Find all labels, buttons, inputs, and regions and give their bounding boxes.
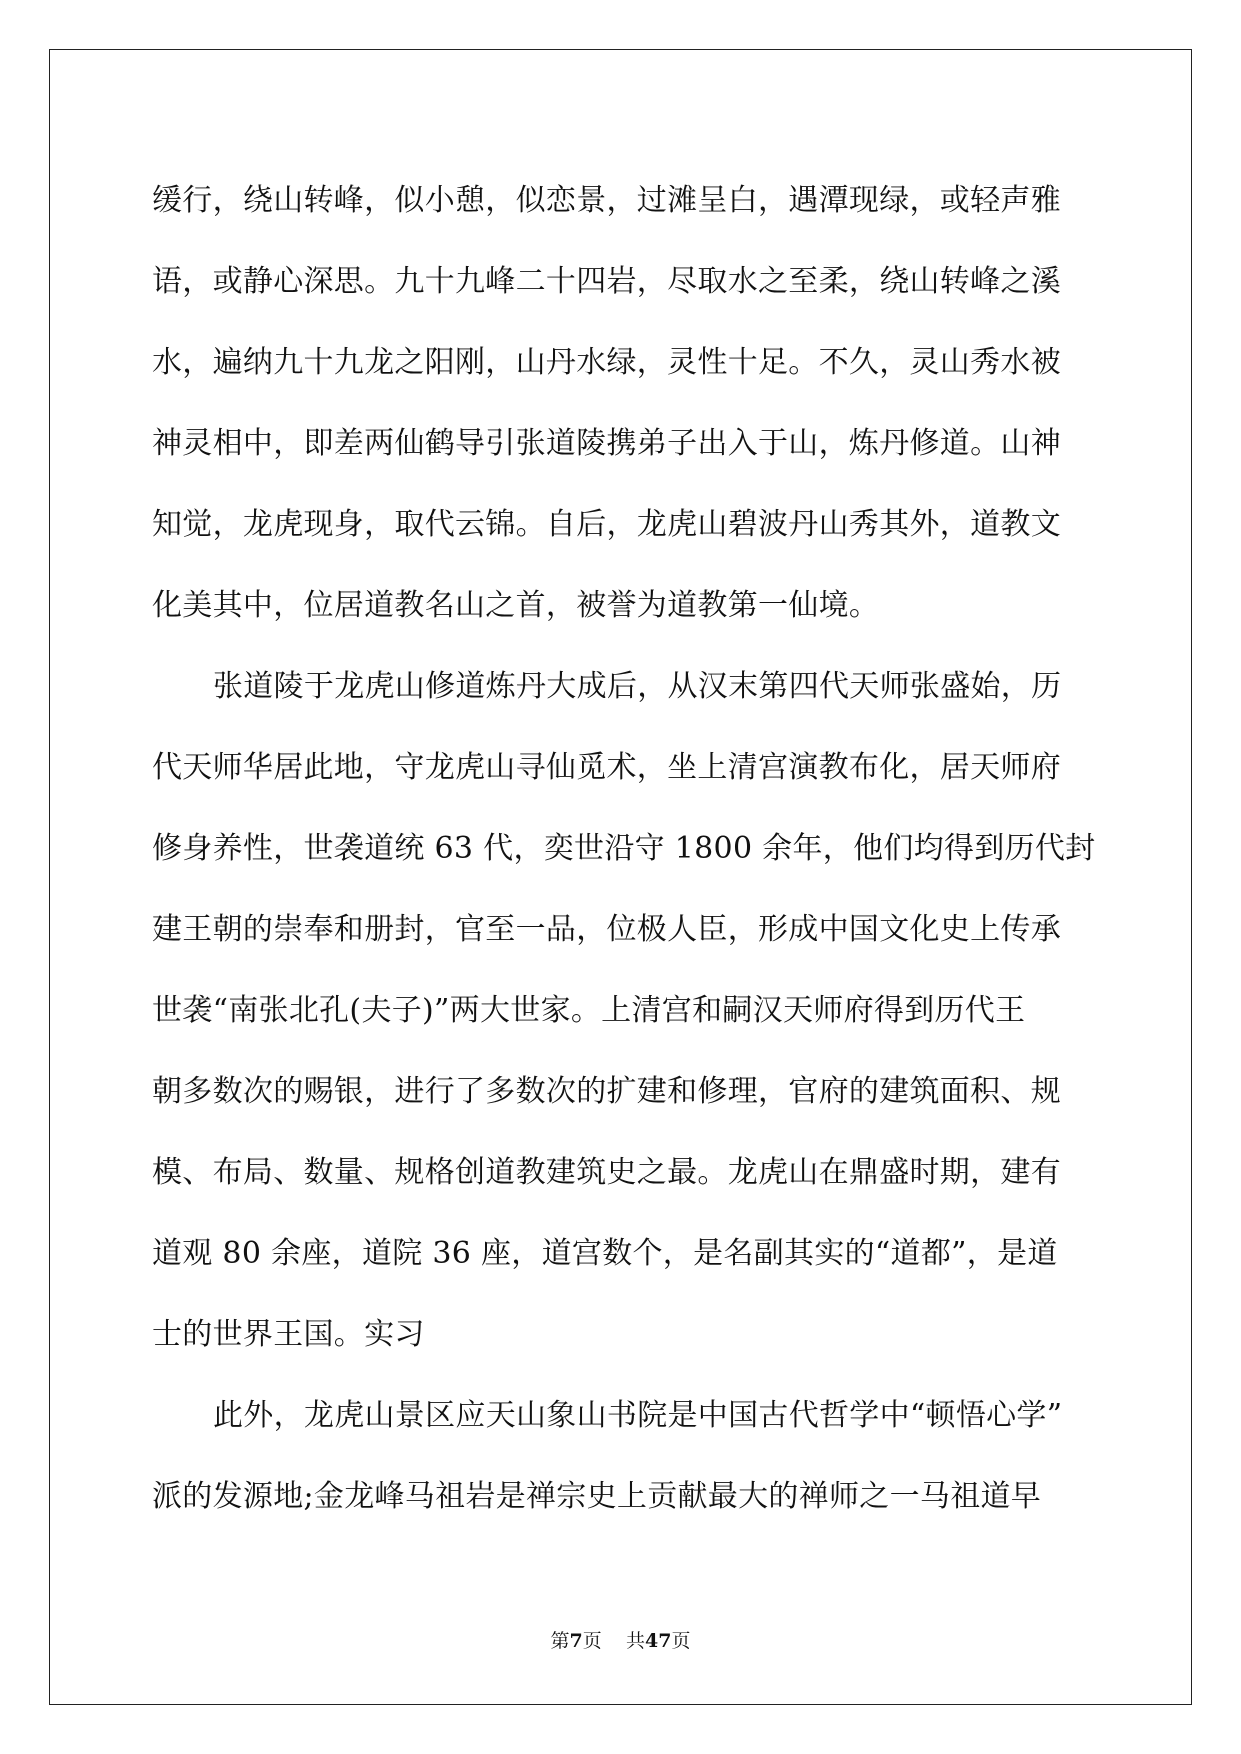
text-line: 建王朝的崇奉和册封，官至一品，位极人臣，形成中国文化史上传承	[152, 912, 1061, 947]
footer-total-suffix: 页	[671, 1630, 691, 1652]
paragraph-2	[152, 646, 1096, 1375]
text-line: 此外，龙虎山景区应天山象山书院是中国古代哲学中“顿悟心学”	[213, 1398, 1063, 1433]
text-line: 模、布局、数量、规格创道教建筑史之最。龙虎山在鼎盛时期，建有	[152, 1155, 1061, 1190]
text-line: 道观 80 余座，道院 36 座，道宫数个，是名副其实的“道都”，是道	[152, 1236, 1058, 1271]
text-line: 士的世界王国。实习	[152, 1317, 425, 1352]
paragraph-3	[152, 1375, 1092, 1537]
text-line: 代天师华居此地，守龙虎山寻仙觅术，坐上清宫演教布化，居天师府	[152, 750, 1061, 785]
footer-page-word: 页	[582, 1630, 602, 1652]
footer-prefix: 第	[550, 1630, 570, 1652]
text-line: 缓行，绕山转峰，似小憩，似恋景，过滩呈白，遇潭现绿，或轻声雅	[152, 183, 1061, 218]
text-line: 朝多数次的赐银，进行了多数次的扩建和修理，官府的建筑面积、规	[152, 1074, 1061, 1109]
text-line: 语，或静心深思。九十九峰二十四岩，尽取水之至柔，绕山转峰之溪	[152, 264, 1061, 299]
paragraph-1	[152, 160, 1092, 646]
text-line: 神灵相中，即差两仙鹤导引张道陵携弟子出入于山，炼丹修道。山神	[152, 426, 1061, 461]
text-line: 派的发源地;金龙峰马祖岩是禅宗史上贡献最大的禅师之一马祖道早	[152, 1479, 1042, 1514]
footer-total-prefix: 共	[625, 1630, 645, 1652]
text-line: 张道陵于龙虎山修道炼丹大成后，从汉末第四代天师张盛始，历	[213, 669, 1062, 704]
page-footer	[0, 1626, 1241, 1653]
text-line: 修身养性，世袭道统 63 代，奕世沿守 1800 余年，他们均得到历代封	[152, 831, 1096, 866]
current-page-number: 7	[569, 1630, 583, 1652]
text-line: 知觉，龙虎现身，取代云锦。自后，龙虎山碧波丹山秀其外，道教文	[152, 507, 1061, 542]
text-line: 世袭“南张北孔(夫子)”两大世家。上清宫和嗣汉天师府得到历代王	[152, 993, 1026, 1028]
document-body	[152, 160, 1096, 1537]
text-line: 化美其中，位居道教名山之首，被誉为道教第一仙境。	[152, 588, 880, 623]
total-pages-number: 47	[644, 1630, 672, 1652]
text-line: 水，遍纳九十九龙之阳刚，山丹水绿，灵性十足。不久，灵山秀水被	[152, 345, 1061, 380]
